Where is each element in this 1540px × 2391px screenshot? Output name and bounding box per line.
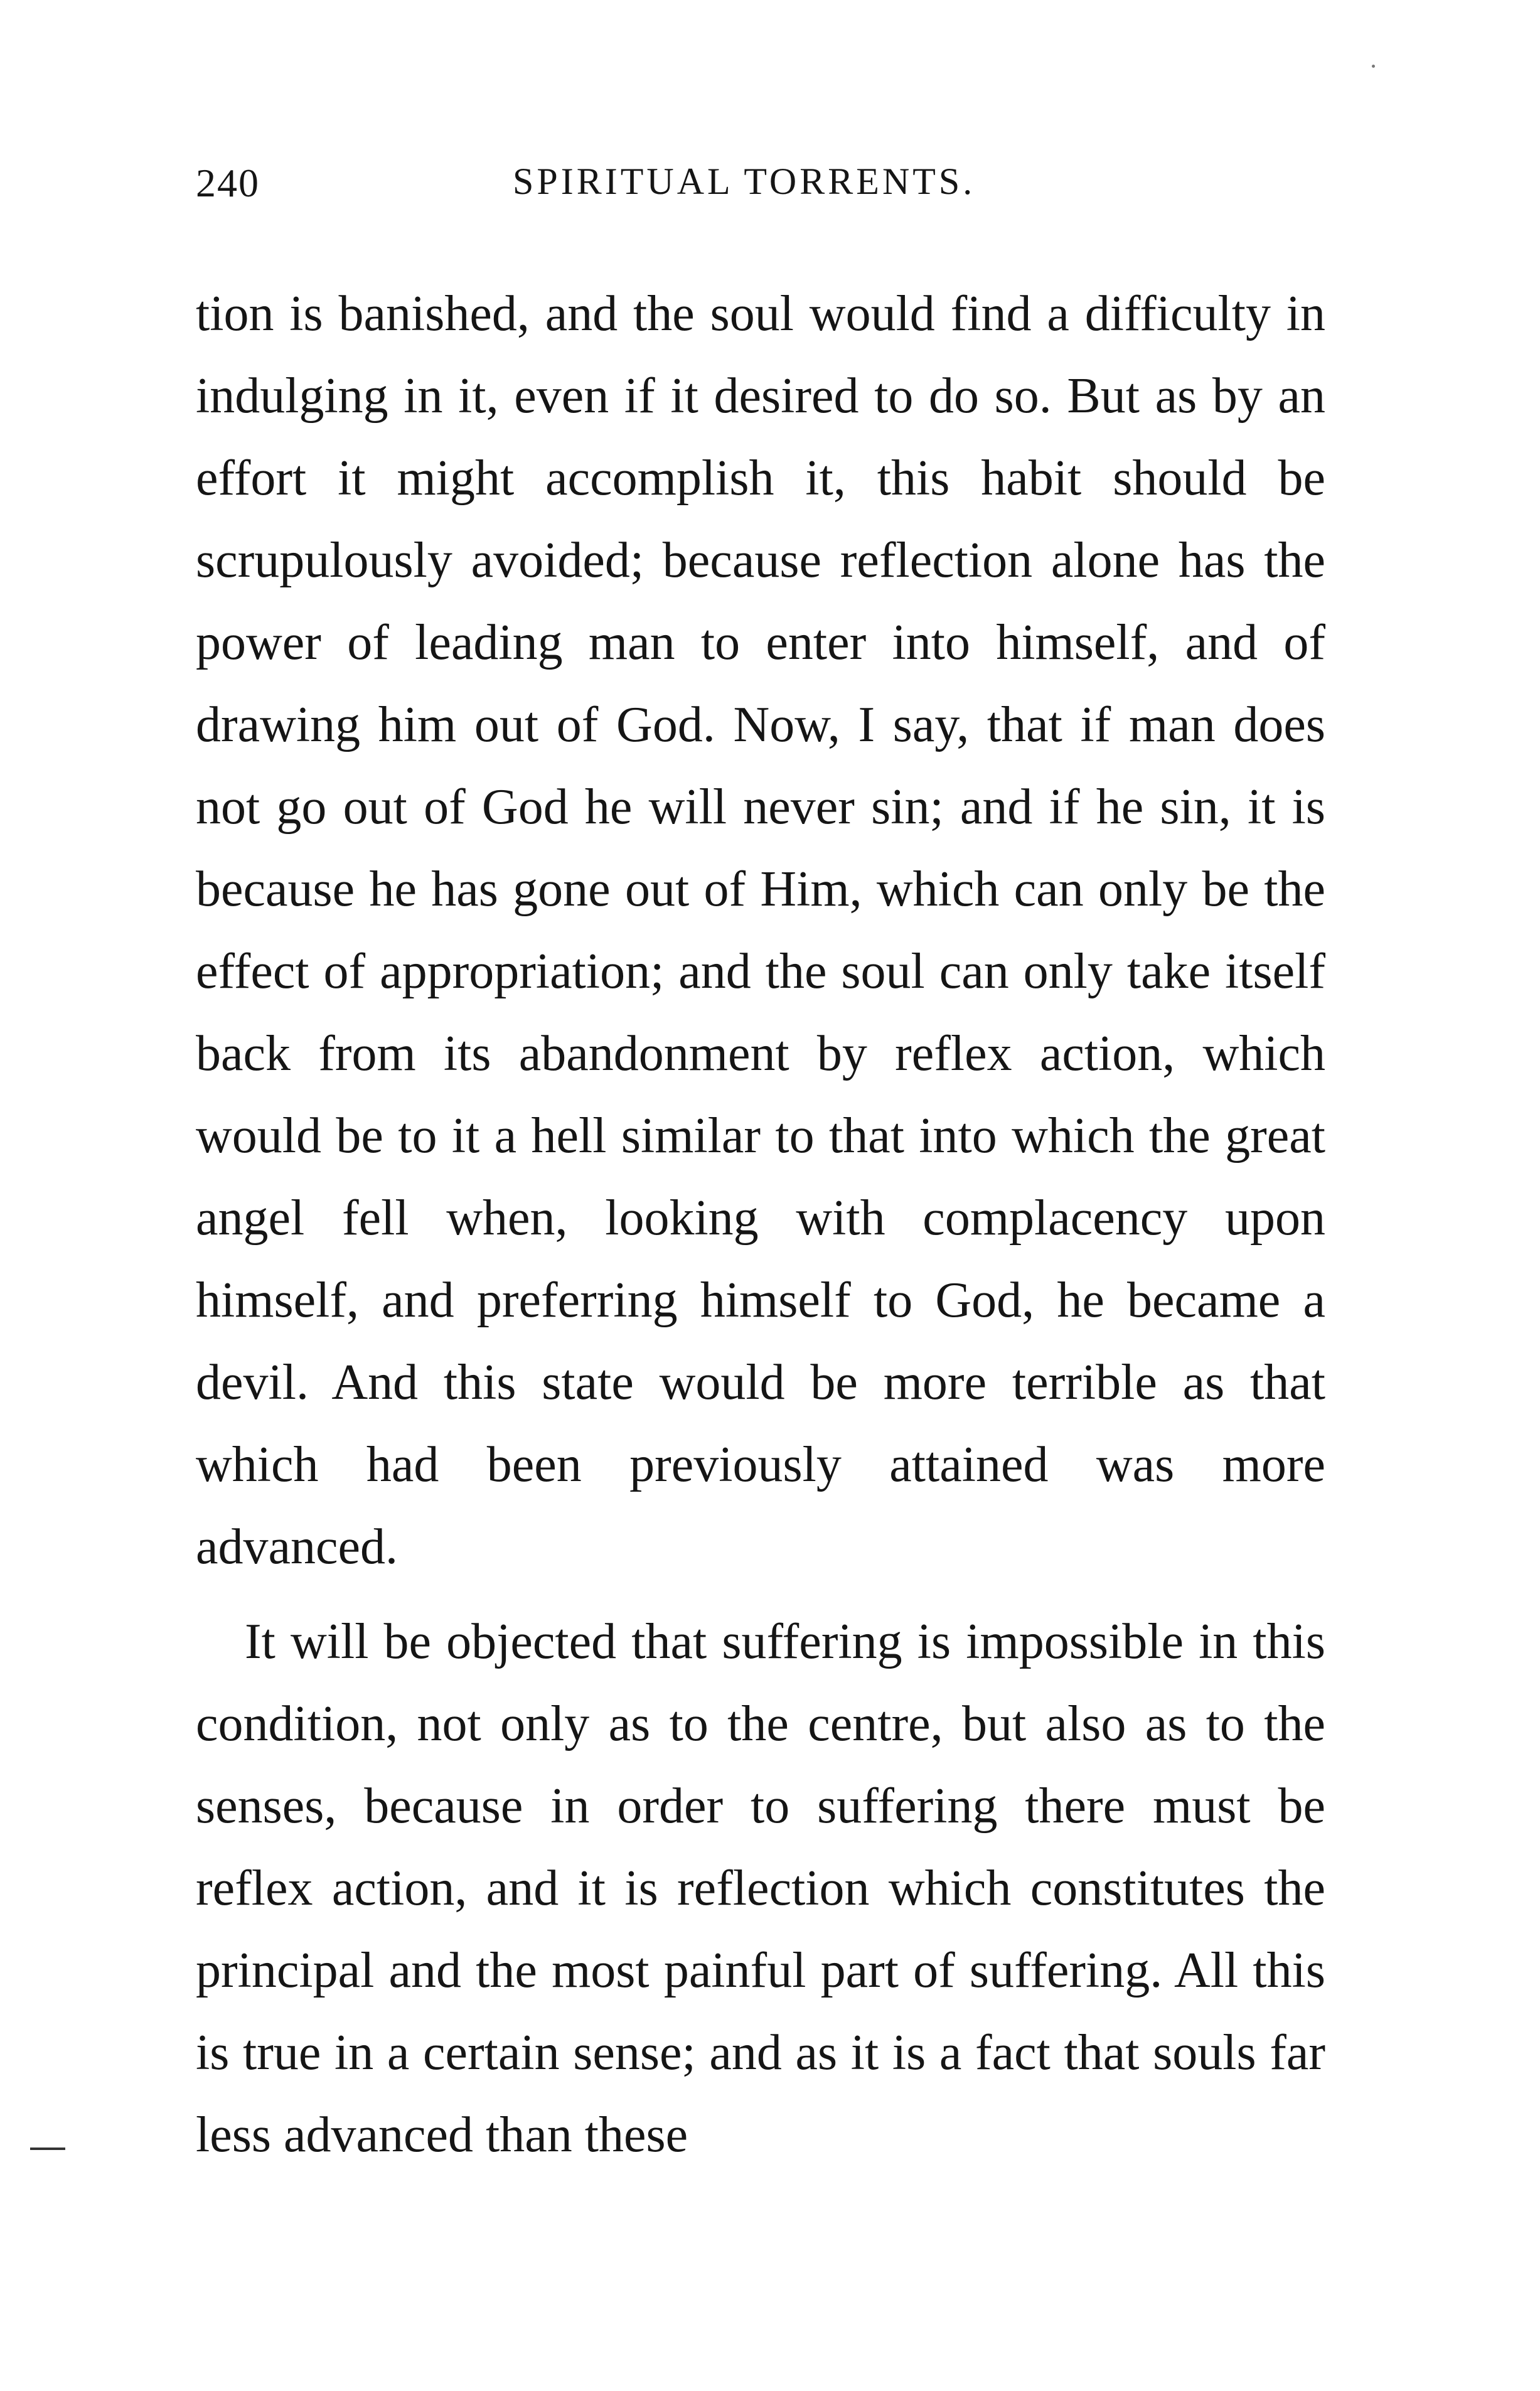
page-number: 240: [196, 161, 260, 205]
scan-speck: [1372, 65, 1375, 68]
page-header: [196, 160, 1325, 217]
paragraph-continued: tion is banished, and the soul would find a difficulty in indulging in it, even if it desired to do so. But as by an effort it might accomplish it, this habit should be scrupulously avoided; because reflection alone has the power of leading man to enter into himself, and of drawing him out of God. Now, I say, that if man does not go out of God he will never sin; and if he sin, it is because he has gone out of Him, which can only be the effect of appropriation; and the soul can only take itself back from its abandonment by reflex action, which would be to it a hell similar to that into which the great angel fell when, looking with complacency upon himself, and preferring himself to God, he became a devil. And this state would be more terrible as that which had been previously attained was more advanced.: [196, 286, 1325, 1575]
running-title: SPIRITUAL TORRENTS.: [513, 161, 976, 202]
margin-mark: [30, 2148, 65, 2150]
body-text: [196, 273, 1325, 2176]
paragraph: It will be objected that suffering is impossible in this condition, not only as to the centre, but also as to the senses, because in order to suffering there must be reflex action, and it is reflection which constitutes the principal and the most painful part of suffering. All this is true in a certain sense; and as it is a fact that souls far less advanced than these: [196, 1614, 1325, 2163]
